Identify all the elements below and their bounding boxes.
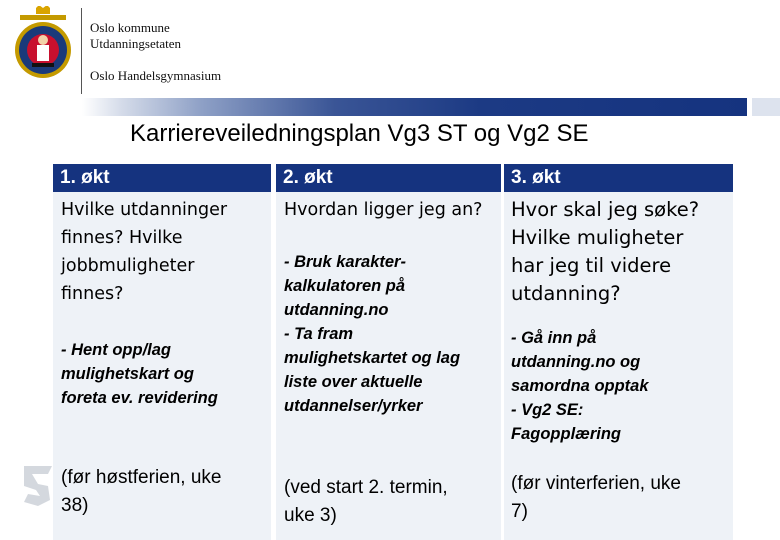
page-title: Karriereveiledningsplan Vg3 ST og Vg2 SE [130,120,589,147]
column-1-timing: (før høstferien, uke 38) [61,467,222,516]
watermark-logo-icon [18,462,56,508]
column-2-question: Hvordan ligger jeg an? [284,200,483,220]
column-1-task: - Hent opp/lag mulighetskart og foreta ev. revidering [61,341,218,407]
school-name: Oslo Handelsgymnasium [90,68,222,83]
header-band [82,98,747,116]
column-2-timing: (ved start 2. termin, uke 3) [284,477,448,526]
header-divider [81,8,82,94]
oslo-coat-of-arms-icon [12,6,74,82]
header-band-end [752,98,780,116]
column-header-2: 2. økt [276,164,501,192]
column-2-task: - Bruk karakter- kalkulatoren på utdanning.no - Ta fram mulighetskartet og lag liste over aktuelle utdannelser/yrker [284,253,461,415]
org-name: Oslo kommune [90,20,170,35]
column-3-task: - Gå inn på utdanning.no og samordna opptak - Vg2 SE: Fagopplæring [511,329,649,443]
column-header-1: 1. økt [53,164,271,192]
column-header-3: 3. økt [504,164,733,192]
column-1-question: Hvilke utdanninger finnes? Hvilke jobbmuligheter finnes? [61,200,228,304]
org-department: Utdanningsetaten [90,36,181,51]
column-3-timing: (før vinterferien, uke 7) [511,473,681,522]
column-3-question: Hvor skal jeg søke? Hvilke muligheter har jeg til videre utdanning? [511,198,700,305]
